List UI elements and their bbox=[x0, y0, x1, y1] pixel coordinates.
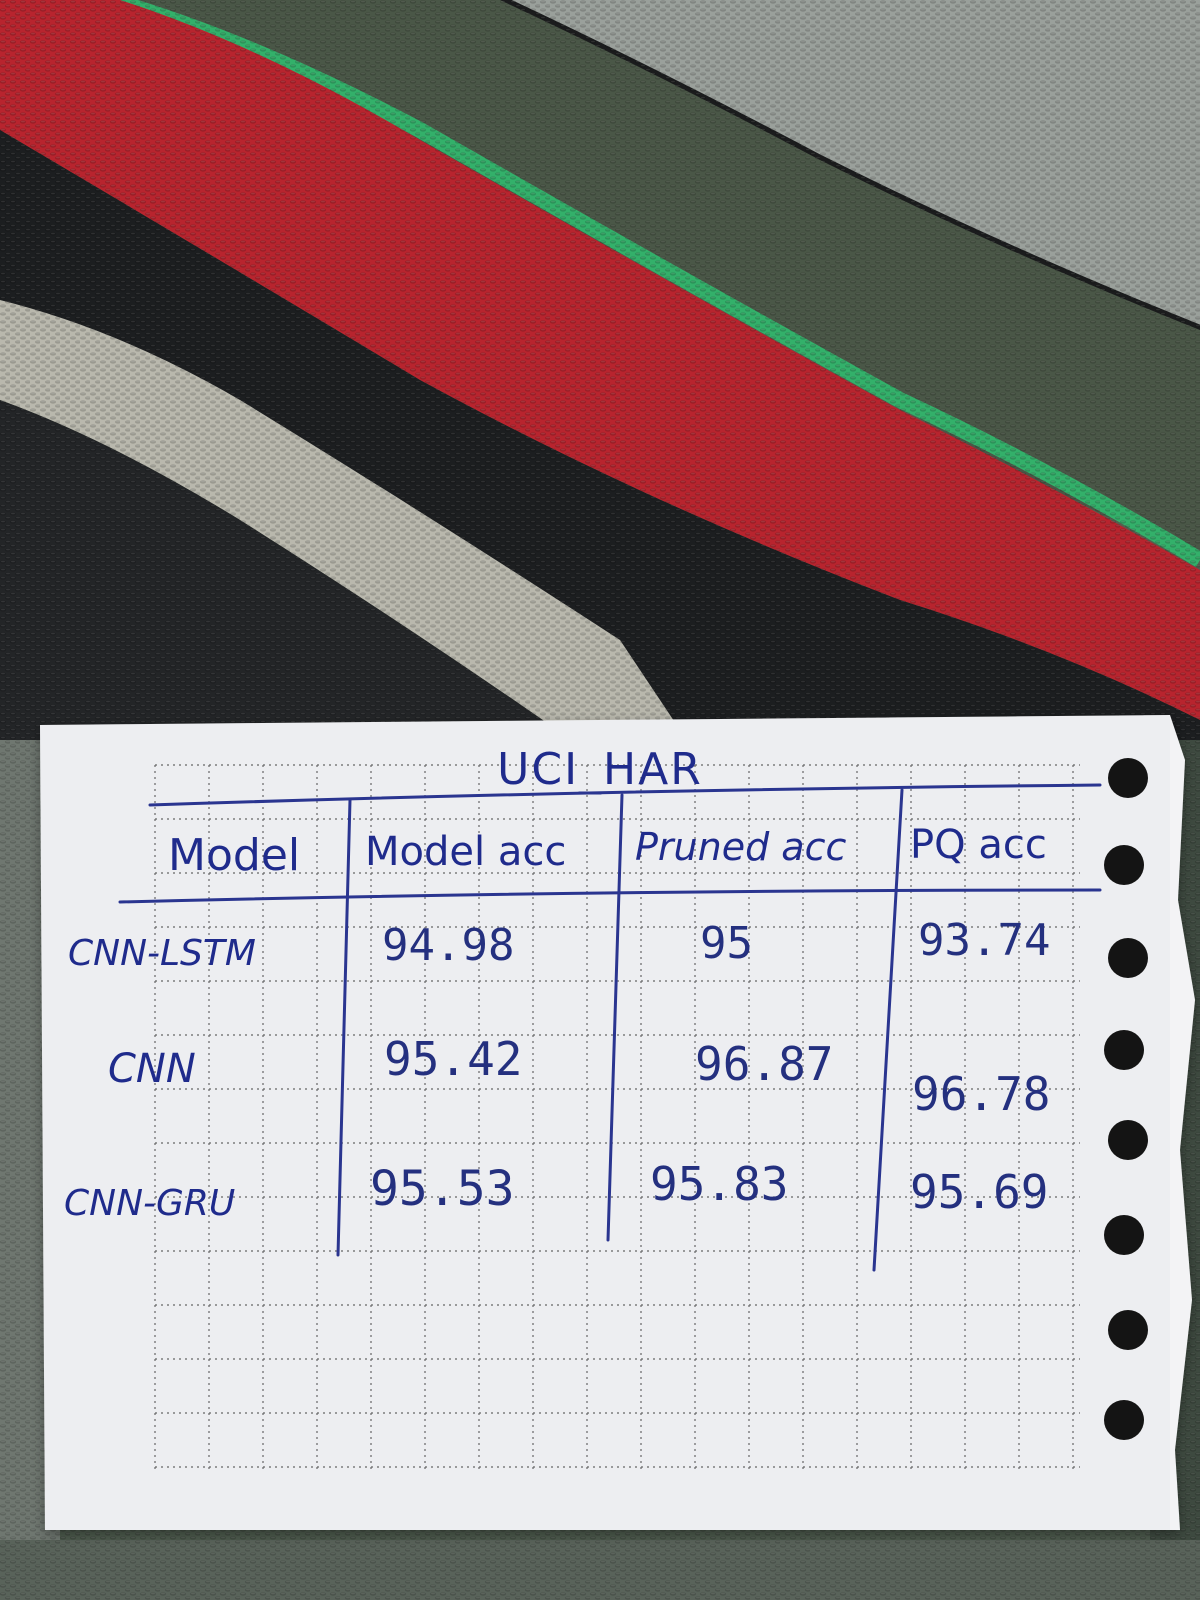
row-1-model: CNN-LSTM bbox=[68, 933, 256, 974]
binder-hole bbox=[1104, 1215, 1144, 1255]
binder-hole bbox=[1108, 938, 1148, 978]
binder-hole bbox=[1104, 845, 1144, 885]
row-2-pruned-acc: 96.87 bbox=[695, 1037, 834, 1091]
header-pq-acc: PQ acc bbox=[910, 822, 1047, 868]
header-model: Model bbox=[168, 830, 301, 881]
row-1-pq-acc: 93.74 bbox=[918, 915, 1051, 966]
note-title: UCI_HAR bbox=[497, 744, 703, 795]
row-1-model-acc: 94.98 bbox=[382, 920, 515, 971]
row-2-model: CNN bbox=[108, 1046, 196, 1092]
row-2-pq-acc: 96.78 bbox=[912, 1067, 1051, 1121]
binder-hole bbox=[1108, 1120, 1148, 1160]
binder-hole bbox=[1104, 1400, 1144, 1440]
row-3-model-acc: 95.53 bbox=[370, 1161, 515, 1217]
row-3-pruned-acc: 95.83 bbox=[650, 1157, 789, 1211]
header-model-acc: Model acc bbox=[365, 829, 567, 875]
row-2-model-acc: 95.42 bbox=[384, 1032, 523, 1086]
header-pruned-acc: Pruned acc bbox=[635, 825, 847, 869]
row-3-model: CNN-GRU bbox=[64, 1183, 236, 1224]
binder-hole bbox=[1104, 1030, 1144, 1070]
binder-hole bbox=[1108, 758, 1148, 798]
binder-hole bbox=[1108, 1310, 1148, 1350]
row-3-pq-acc: 95.69 bbox=[910, 1165, 1049, 1219]
row-1-pruned-acc: 95 bbox=[700, 918, 753, 969]
